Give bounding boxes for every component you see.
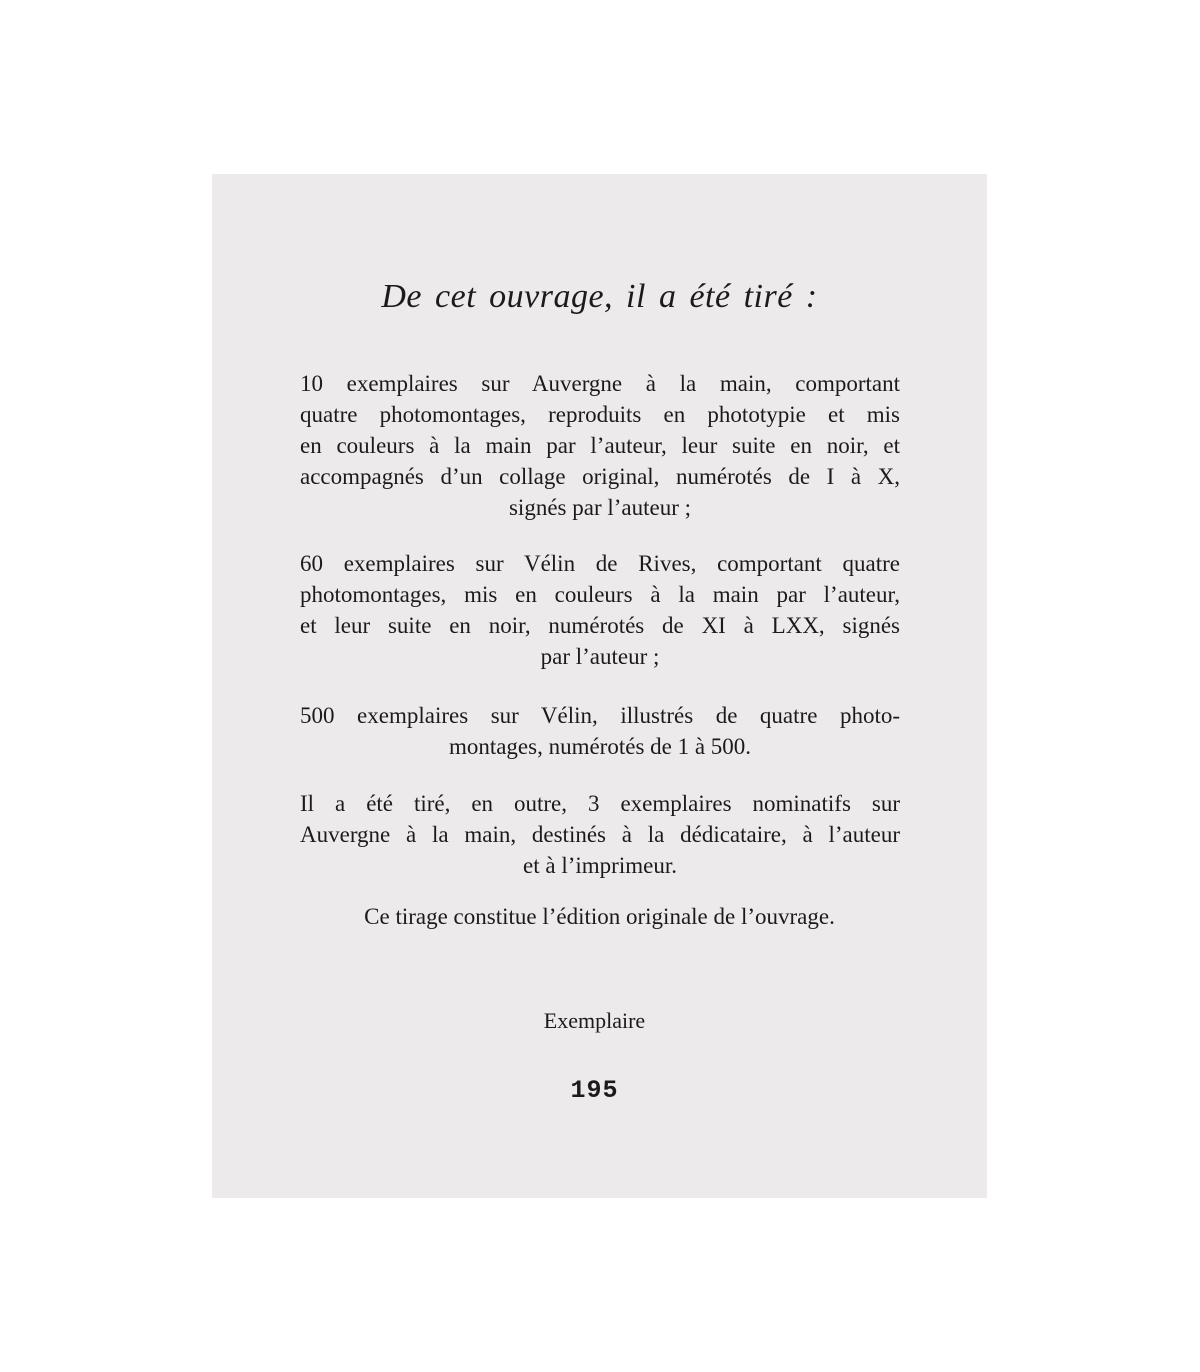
paragraph-line: 60 exemplaires sur Vélin de Rives, comportant quatre xyxy=(300,551,900,576)
paragraph-line: et à l’imprimeur. xyxy=(523,853,677,878)
page-title: De cet ouvrage, il a été tiré : xyxy=(381,278,818,315)
edition-paragraph-velin-rives xyxy=(300,548,900,672)
paragraph-line: et leur suite en noir, numérotés de XI à LXX, signés xyxy=(300,613,900,638)
edition-paragraph-auvergne xyxy=(300,368,900,523)
paragraph-line: quatre photomontages, reproduits en phototypie et mis xyxy=(300,402,900,427)
edition-paragraph-velin xyxy=(300,700,900,762)
paragraph-line: signés par l’auteur ; xyxy=(508,495,692,520)
paragraph-line: 10 exemplaires sur Auvergne à la main, comportant xyxy=(300,371,900,396)
paragraph-line: en couleurs à la main par l’auteur, leur suite en noir, et xyxy=(300,433,900,458)
paragraph-line: 500 exemplaires sur Vélin, illustrés de quatre photo- xyxy=(300,703,900,728)
colophon-text: Ce tirage constitue l’édition originale de l’ouvrage. xyxy=(364,904,835,929)
paragraph-line: Il a été tiré, en outre, 3 exemplaires nominatifs sur xyxy=(300,791,900,816)
copy-label: Exemplaire xyxy=(543,1008,646,1033)
paragraph-line: montages, numérotés de 1 à 500. xyxy=(448,734,752,759)
paragraph-line: photomontages, mis en couleurs à la main par l’auteur, xyxy=(300,582,900,607)
paragraph-line: Auvergne à la main, destinés à la dédicataire, à l’auteur xyxy=(300,822,900,847)
copy-number: 195 xyxy=(570,1076,619,1105)
edition-paragraph-nominatifs xyxy=(300,788,900,881)
book-page xyxy=(212,174,987,1198)
paragraph-line: par l’auteur ; xyxy=(540,644,660,669)
paragraph-line: accompagnés d’un collage original, numérotés de I à X, xyxy=(300,464,900,489)
